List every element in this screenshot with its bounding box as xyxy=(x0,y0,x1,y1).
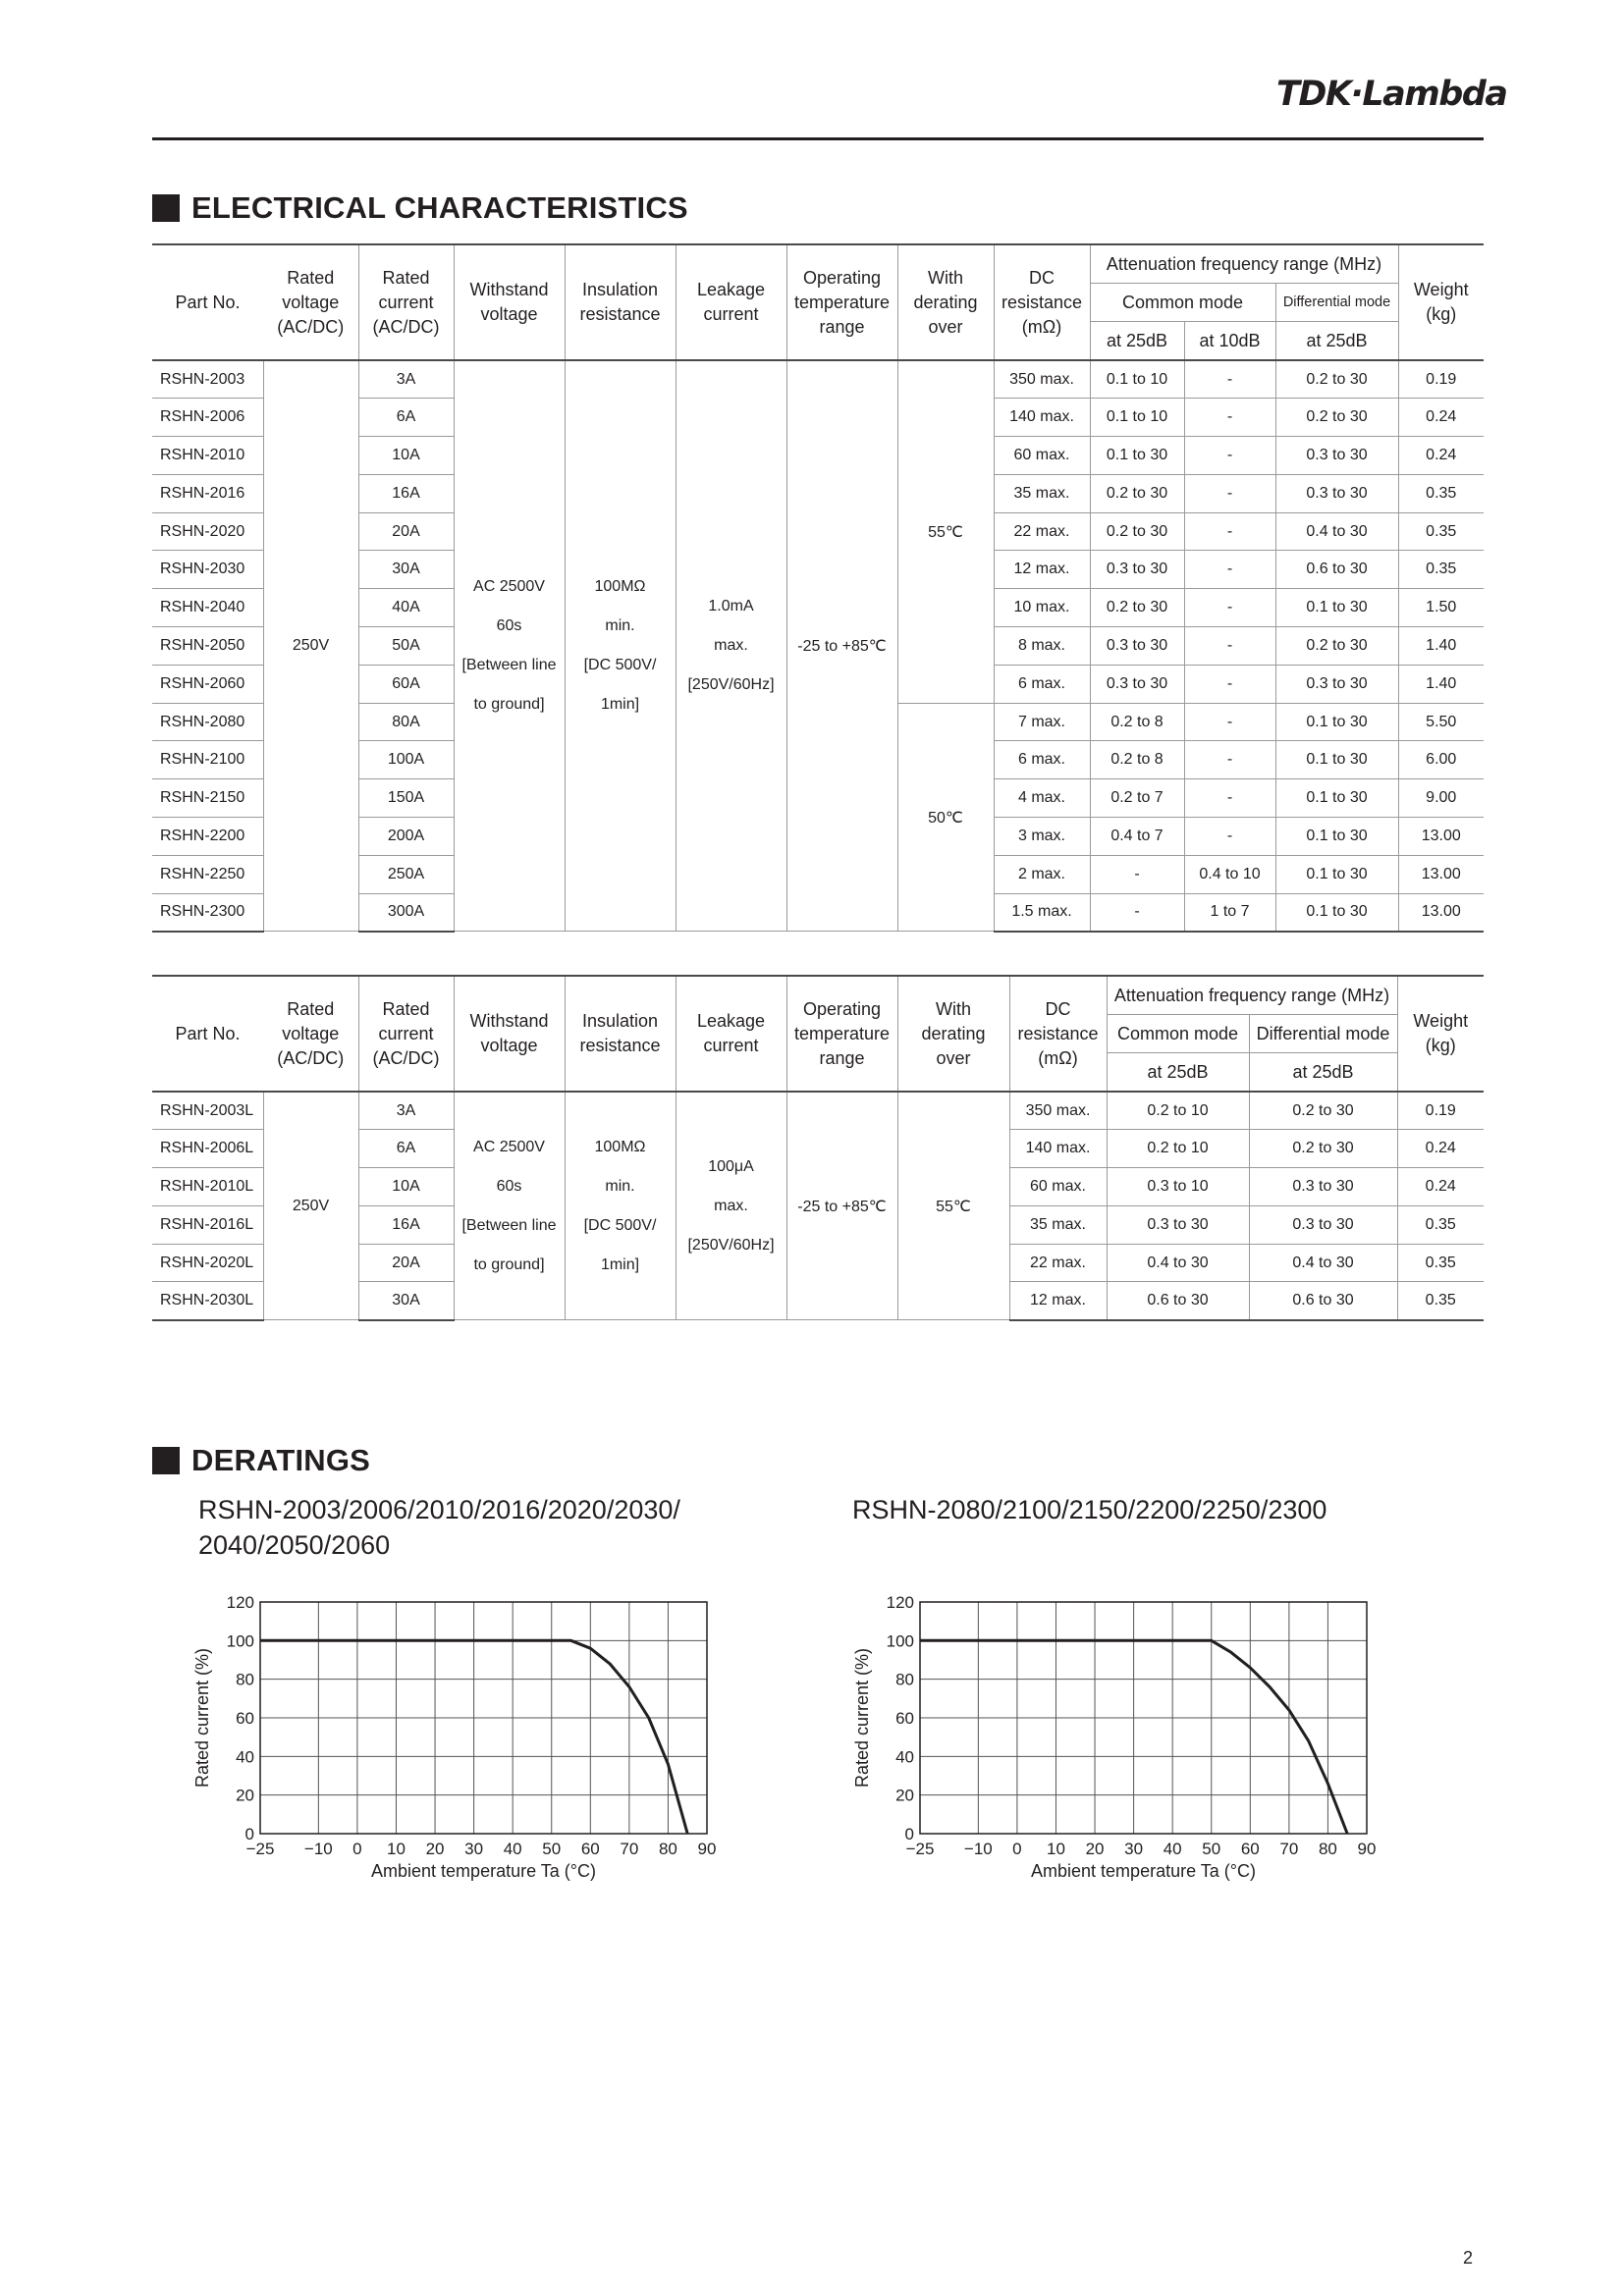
header-common-mode: Common mode xyxy=(1107,1015,1249,1053)
weight-value: 13.00 xyxy=(1398,818,1484,856)
common-mode-25db-value: 0.4 to 30 xyxy=(1107,1244,1249,1282)
weight-value: 0.24 xyxy=(1398,399,1484,437)
part-number: RSHN-2020 xyxy=(152,512,263,551)
section-title: DERATINGS xyxy=(191,1443,371,1477)
header-dc-resistance: (mΩ) xyxy=(1038,1047,1078,1068)
derating-chart-2-title xyxy=(852,1492,1326,1527)
common-mode-25db-value: - xyxy=(1090,855,1184,893)
part-number: RSHN-2030 xyxy=(152,551,263,589)
heading-square-icon xyxy=(152,1447,180,1474)
header-dc-resistance: resistance xyxy=(1017,1023,1099,1043)
common-mode-10db-value: - xyxy=(1184,399,1275,437)
x-tick-label: −10 xyxy=(303,1840,333,1858)
rated-current-value: 30A xyxy=(358,1282,454,1320)
derating-temp-value: 50℃ xyxy=(897,703,994,932)
common-mode-25db-value: 0.3 to 30 xyxy=(1090,665,1184,703)
weight-value: 1.40 xyxy=(1398,627,1484,666)
x-tick-label: 50 xyxy=(542,1840,562,1858)
common-mode-25db-value: 0.2 to 30 xyxy=(1090,589,1184,627)
rated-current-value: 20A xyxy=(358,512,454,551)
common-mode-25db-value: 0.1 to 10 xyxy=(1090,399,1184,437)
header-derating: over xyxy=(928,316,963,337)
weight-value: 0.24 xyxy=(1397,1168,1484,1206)
header-rated-current: (AC/DC) xyxy=(372,1047,440,1068)
header-withstand: voltage xyxy=(480,1036,538,1055)
rated-current-value: 3A xyxy=(358,360,454,399)
weight-value: 0.35 xyxy=(1397,1244,1484,1282)
header-insulation: Insulation xyxy=(581,280,659,299)
x-tick-label: 10 xyxy=(387,1840,406,1858)
section-title: ELECTRICAL CHARACTERISTICS xyxy=(191,190,688,225)
dc-resistance-value: 350 max. xyxy=(1009,1092,1107,1130)
x-axis-label: Ambient temperature Ta (°C) xyxy=(1031,1861,1256,1881)
insulation-resistance-value: [DC 500V/ xyxy=(583,1216,657,1234)
insulation-resistance-value: min. xyxy=(605,1177,635,1195)
part-number: RSHN-2006 xyxy=(152,399,263,437)
withstand-voltage-value: 60s xyxy=(496,617,522,635)
common-mode-25db-value: 0.1 to 10 xyxy=(1090,360,1184,399)
rated-current-value: 200A xyxy=(358,818,454,856)
x-tick-label: 30 xyxy=(464,1840,484,1858)
header-leakage: Leakage xyxy=(696,1011,766,1031)
operating-temp-value: -25 to +85℃ xyxy=(786,360,897,932)
common-mode-25db-value: 0.3 to 10 xyxy=(1107,1168,1249,1206)
chart-title-line: RSHN-2080/2100/2150/2200/2250/2300 xyxy=(852,1495,1327,1524)
common-mode-10db-value: - xyxy=(1184,437,1275,475)
withstand-voltage-value: [Between line xyxy=(461,1216,557,1234)
differential-mode-25db-value: 0.3 to 30 xyxy=(1275,474,1398,512)
withstand-voltage-value: to ground] xyxy=(473,696,545,714)
derating-temp-value: 55℃ xyxy=(897,1092,1009,1320)
x-tick-label: 70 xyxy=(620,1840,639,1858)
dc-resistance-value: 35 max. xyxy=(994,474,1090,512)
part-number: RSHN-2150 xyxy=(152,779,263,818)
derating-chart-2 xyxy=(846,1580,1396,1895)
differential-mode-25db-value: 0.2 to 30 xyxy=(1249,1092,1397,1130)
x-tick-label: 50 xyxy=(1202,1840,1221,1858)
header-differential-mode: Differential mode xyxy=(1249,1015,1397,1053)
weight-value: 0.35 xyxy=(1398,512,1484,551)
header-leakage: current xyxy=(703,304,759,324)
part-number: RSHN-2016L xyxy=(152,1205,263,1244)
weight-value: 6.00 xyxy=(1398,741,1484,779)
weight-value: 0.35 xyxy=(1398,551,1484,589)
weight-value: 0.19 xyxy=(1397,1092,1484,1130)
common-mode-25db-value: 0.4 to 7 xyxy=(1090,818,1184,856)
y-tick-label: 0 xyxy=(904,1825,914,1843)
differential-mode-25db-value: 0.2 to 30 xyxy=(1275,627,1398,666)
weight-value: 1.40 xyxy=(1398,665,1484,703)
dc-resistance-value: 12 max. xyxy=(1009,1282,1107,1320)
insulation-resistance-value: [DC 500V/ xyxy=(583,657,657,674)
part-number: RSHN-2250 xyxy=(152,855,263,893)
part-number: RSHN-2020L xyxy=(152,1244,263,1282)
header-common-25db: at 25dB xyxy=(1090,322,1184,361)
differential-mode-25db-value: 0.1 to 30 xyxy=(1275,589,1398,627)
header-weight: Weight xyxy=(1413,280,1469,299)
dc-resistance-value: 60 max. xyxy=(1009,1168,1107,1206)
part-number: RSHN-2003L xyxy=(152,1092,263,1130)
header-withstand: Withstand xyxy=(469,280,549,299)
heading-square-icon xyxy=(152,194,180,222)
x-tick-label: 80 xyxy=(1318,1840,1337,1858)
common-mode-25db-value: 0.2 to 30 xyxy=(1090,474,1184,512)
header-withstand: Withstand xyxy=(469,1011,549,1031)
y-tick-label: 80 xyxy=(236,1670,254,1689)
insulation-resistance-value: 100MΩ xyxy=(594,1138,646,1155)
header-operating-temp: temperature xyxy=(793,292,891,312)
rated-current-value: 3A xyxy=(358,1092,454,1130)
leakage-current-value: [250V/60Hz] xyxy=(687,676,775,694)
header-operating-temp: range xyxy=(819,316,865,337)
insulation-resistance-value: 100MΩ xyxy=(594,578,646,596)
differential-mode-25db-value: 0.2 to 30 xyxy=(1275,399,1398,437)
header-diff-25db: at 25dB xyxy=(1249,1053,1397,1093)
header-diff-25db: at 25dB xyxy=(1275,322,1398,361)
differential-mode-25db-value: 0.6 to 30 xyxy=(1275,551,1398,589)
y-tick-label: 120 xyxy=(226,1593,254,1612)
common-mode-25db-value: 0.3 to 30 xyxy=(1090,627,1184,666)
common-mode-10db-value: - xyxy=(1184,627,1275,666)
differential-mode-25db-value: 0.3 to 30 xyxy=(1249,1168,1397,1206)
differential-mode-25db-value: 0.4 to 30 xyxy=(1275,512,1398,551)
header-rated-current: (AC/DC) xyxy=(372,316,440,337)
withstand-voltage-value: AC 2500V xyxy=(473,1138,545,1155)
derating-chart-1-title xyxy=(198,1492,680,1563)
rated-current-value: 80A xyxy=(358,703,454,741)
common-mode-25db-value: 0.3 to 30 xyxy=(1090,551,1184,589)
section-heading-electrical xyxy=(152,190,688,226)
rated-current-value: 20A xyxy=(358,1244,454,1282)
part-number: RSHN-2010L xyxy=(152,1168,263,1206)
rated-current-value: 6A xyxy=(358,1130,454,1168)
header-derating: With xyxy=(928,267,963,288)
rated-current-value: 150A xyxy=(358,779,454,818)
header-differential-mode: Differential mode xyxy=(1275,284,1398,322)
insulation-resistance-value: 1min] xyxy=(600,696,640,714)
header-insulation: Insulation xyxy=(581,1011,659,1031)
y-tick-label: 100 xyxy=(226,1631,254,1651)
common-mode-10db-value: - xyxy=(1184,512,1275,551)
common-mode-25db-value: - xyxy=(1090,893,1184,932)
leakage-current-value: max. xyxy=(714,1197,748,1214)
header-derating: With xyxy=(936,998,971,1019)
x-tick-label: 60 xyxy=(580,1840,600,1858)
common-mode-10db-value: - xyxy=(1184,818,1275,856)
y-axis-label: Rated current (%) xyxy=(852,1647,872,1789)
x-tick-label: 40 xyxy=(1163,1840,1182,1858)
leakage-current-value: [250V/60Hz] xyxy=(687,1236,775,1254)
x-tick-label: 90 xyxy=(1357,1840,1377,1858)
rated-current-value: 250A xyxy=(358,855,454,893)
y-tick-label: 80 xyxy=(895,1670,914,1689)
header-rated-current: Rated xyxy=(382,998,430,1019)
operating-temp-value: -25 to +85℃ xyxy=(786,1092,897,1320)
header-weight: (kg) xyxy=(1426,304,1457,324)
differential-mode-25db-value: 0.4 to 30 xyxy=(1249,1244,1397,1282)
insulation-resistance-value: min. xyxy=(605,617,635,635)
withstand-voltage-value: [Between line xyxy=(461,657,557,674)
header-rated-current: Rated xyxy=(382,267,430,288)
differential-mode-25db-value: 0.1 to 30 xyxy=(1275,779,1398,818)
common-mode-10db-value: - xyxy=(1184,703,1275,741)
common-mode-25db-value: 0.2 to 30 xyxy=(1090,512,1184,551)
header-common-25db: at 25dB xyxy=(1107,1053,1249,1093)
x-tick-label: −10 xyxy=(963,1840,993,1858)
differential-mode-25db-value: 0.1 to 30 xyxy=(1275,741,1398,779)
x-tick-label: 90 xyxy=(697,1840,717,1858)
y-tick-label: 60 xyxy=(236,1709,254,1728)
differential-mode-25db-value: 0.3 to 30 xyxy=(1275,437,1398,475)
part-number: RSHN-2080 xyxy=(152,703,263,741)
rated-current-value: 10A xyxy=(358,437,454,475)
header-dc-resistance: DC xyxy=(1029,267,1055,288)
common-mode-25db-value: 0.2 to 10 xyxy=(1107,1130,1249,1168)
x-tick-label: 10 xyxy=(1047,1840,1065,1858)
withstand-voltage-value: to ground] xyxy=(473,1255,545,1273)
page-number: 2 xyxy=(1463,2248,1474,2268)
header-rated-voltage: voltage xyxy=(282,292,340,312)
part-number: RSHN-2300 xyxy=(152,893,263,932)
weight-value: 0.19 xyxy=(1398,360,1484,399)
weight-value: 0.35 xyxy=(1397,1205,1484,1244)
header-dc-resistance: (mΩ) xyxy=(1021,316,1062,337)
header-attenuation-range: Attenuation frequency range (MHz) xyxy=(1107,976,1397,1015)
differential-mode-25db-value: 0.3 to 30 xyxy=(1249,1205,1397,1244)
header-operating-temp: temperature xyxy=(793,1023,891,1043)
header-rated-voltage: voltage xyxy=(282,1023,340,1043)
weight-value: 9.00 xyxy=(1398,779,1484,818)
header-rated-voltage: Rated xyxy=(287,267,335,288)
header-operating-temp: Operating xyxy=(802,267,882,288)
dc-resistance-value: 22 max. xyxy=(1009,1244,1107,1282)
electrical-table-2 xyxy=(152,975,1484,1321)
x-tick-label: 0 xyxy=(1012,1840,1022,1858)
rated-current-value: 30A xyxy=(358,551,454,589)
header-withstand: voltage xyxy=(480,304,538,324)
dc-resistance-value: 6 max. xyxy=(994,741,1090,779)
common-mode-10db-value: - xyxy=(1184,665,1275,703)
withstand-voltage-value: 60s xyxy=(496,1177,522,1195)
header-derating: over xyxy=(936,1047,971,1068)
dc-resistance-value: 3 max. xyxy=(994,818,1090,856)
rated-current-value: 16A xyxy=(358,474,454,512)
part-number: RSHN-2030L xyxy=(152,1282,263,1320)
x-axis-label: Ambient temperature Ta (°C) xyxy=(371,1861,596,1881)
dc-resistance-value: 1.5 max. xyxy=(994,893,1090,932)
weight-value: 0.24 xyxy=(1398,437,1484,475)
weight-value: 0.35 xyxy=(1397,1282,1484,1320)
weight-value: 1.50 xyxy=(1398,589,1484,627)
tdk-lambda-logo: TDK·Lambda xyxy=(1276,75,1507,114)
differential-mode-25db-value: 0.1 to 30 xyxy=(1275,818,1398,856)
y-tick-label: 40 xyxy=(895,1747,914,1767)
x-tick-label: −25 xyxy=(245,1840,275,1858)
rated-voltage-value: 250V xyxy=(263,360,358,932)
y-tick-label: 40 xyxy=(236,1747,254,1767)
part-number: RSHN-2010 xyxy=(152,437,263,475)
common-mode-25db-value: 0.3 to 30 xyxy=(1107,1205,1249,1244)
common-mode-10db-value: - xyxy=(1184,551,1275,589)
header-rated-voltage: Rated xyxy=(287,998,335,1019)
weight-value: 13.00 xyxy=(1398,893,1484,932)
weight-value: 13.00 xyxy=(1398,855,1484,893)
common-mode-10db-value: 0.4 to 10 xyxy=(1184,855,1275,893)
rated-current-value: 100A xyxy=(358,741,454,779)
x-tick-label: 20 xyxy=(1085,1840,1105,1858)
header-derating: derating xyxy=(913,292,978,312)
header-insulation: resistance xyxy=(579,1036,661,1055)
common-mode-25db-value: 0.2 to 8 xyxy=(1090,703,1184,741)
dc-resistance-value: 140 max. xyxy=(1009,1130,1107,1168)
common-mode-10db-value: - xyxy=(1184,360,1275,399)
dc-resistance-value: 8 max. xyxy=(994,627,1090,666)
common-mode-25db-value: 0.2 to 8 xyxy=(1090,741,1184,779)
header-part-no: Part No. xyxy=(152,244,263,360)
dc-resistance-value: 140 max. xyxy=(994,399,1090,437)
x-tick-label: 40 xyxy=(503,1840,522,1858)
header-dc-resistance: resistance xyxy=(1001,292,1083,312)
differential-mode-25db-value: 0.1 to 30 xyxy=(1275,893,1398,932)
common-mode-25db-value: 0.2 to 10 xyxy=(1107,1092,1249,1130)
y-tick-label: 0 xyxy=(244,1825,254,1843)
dc-resistance-value: 4 max. xyxy=(994,779,1090,818)
chart-title-line: RSHN-2003/2006/2010/2016/2020/2030/ xyxy=(198,1495,680,1524)
common-mode-10db-value: - xyxy=(1184,474,1275,512)
rated-current-value: 300A xyxy=(358,893,454,932)
x-tick-label: 80 xyxy=(658,1840,677,1858)
header-weight: (kg) xyxy=(1425,1036,1456,1055)
common-mode-25db-value: 0.6 to 30 xyxy=(1107,1282,1249,1320)
header-part-no: Part No. xyxy=(152,976,263,1092)
weight-value: 0.24 xyxy=(1397,1130,1484,1168)
dc-resistance-value: 35 max. xyxy=(1009,1205,1107,1244)
leakage-current-value: 1.0mA xyxy=(708,598,754,615)
differential-mode-25db-value: 0.2 to 30 xyxy=(1249,1130,1397,1168)
header-rated-current: current xyxy=(378,1023,434,1043)
header-operating-temp: range xyxy=(819,1047,865,1068)
differential-mode-25db-value: 0.1 to 30 xyxy=(1275,703,1398,741)
part-number: RSHN-2060 xyxy=(152,665,263,703)
differential-mode-25db-value: 0.3 to 30 xyxy=(1275,665,1398,703)
header-common-mode: Common mode xyxy=(1090,284,1275,322)
section-heading-deratings xyxy=(152,1443,370,1478)
part-number: RSHN-2016 xyxy=(152,474,263,512)
common-mode-10db-value: - xyxy=(1184,779,1275,818)
differential-mode-25db-value: 0.2 to 30 xyxy=(1275,360,1398,399)
rated-voltage-value: 250V xyxy=(263,1092,358,1320)
header-common-10db: at 10dB xyxy=(1184,322,1275,361)
dc-resistance-value: 6 max. xyxy=(994,665,1090,703)
common-mode-25db-value: 0.1 to 30 xyxy=(1090,437,1184,475)
header-rated-voltage: (AC/DC) xyxy=(277,1047,345,1068)
header-dc-resistance: DC xyxy=(1045,998,1071,1019)
differential-mode-25db-value: 0.6 to 30 xyxy=(1249,1282,1397,1320)
electrical-table-1 xyxy=(152,243,1484,933)
dc-resistance-value: 350 max. xyxy=(994,360,1090,399)
common-mode-10db-value: 1 to 7 xyxy=(1184,893,1275,932)
x-tick-label: 30 xyxy=(1124,1840,1144,1858)
dc-resistance-value: 22 max. xyxy=(994,512,1090,551)
rated-current-value: 60A xyxy=(358,665,454,703)
insulation-resistance-value: 1min] xyxy=(600,1255,640,1273)
y-tick-label: 20 xyxy=(895,1786,914,1805)
part-number: RSHN-2050 xyxy=(152,627,263,666)
y-tick-label: 120 xyxy=(886,1593,914,1612)
dc-resistance-value: 10 max. xyxy=(994,589,1090,627)
common-mode-10db-value: - xyxy=(1184,741,1275,779)
y-tick-label: 20 xyxy=(236,1786,254,1805)
dc-resistance-value: 7 max. xyxy=(994,703,1090,741)
part-number: RSHN-2100 xyxy=(152,741,263,779)
x-tick-label: −25 xyxy=(905,1840,935,1858)
weight-value: 0.35 xyxy=(1398,474,1484,512)
header-leakage: Leakage xyxy=(696,280,766,299)
rated-current-value: 16A xyxy=(358,1205,454,1244)
rated-current-value: 50A xyxy=(358,627,454,666)
header-weight: Weight xyxy=(1413,1011,1469,1031)
x-tick-label: 70 xyxy=(1279,1840,1299,1858)
dc-resistance-value: 60 max. xyxy=(994,437,1090,475)
header-insulation: resistance xyxy=(579,304,661,324)
x-tick-label: 0 xyxy=(352,1840,362,1858)
y-tick-label: 100 xyxy=(886,1631,914,1651)
common-mode-10db-value: - xyxy=(1184,589,1275,627)
withstand-voltage-value: AC 2500V xyxy=(473,578,545,596)
chart-title-line: 2040/2050/2060 xyxy=(198,1530,391,1560)
table-row xyxy=(152,1092,1484,1130)
header-derating: derating xyxy=(921,1023,986,1043)
y-tick-label: 60 xyxy=(895,1709,914,1728)
rated-current-value: 10A xyxy=(358,1168,454,1206)
leakage-current-value: 100μA xyxy=(708,1157,754,1175)
x-tick-label: 20 xyxy=(425,1840,445,1858)
weight-value: 5.50 xyxy=(1398,703,1484,741)
y-axis-label: Rated current (%) xyxy=(192,1647,212,1789)
differential-mode-25db-value: 0.1 to 30 xyxy=(1275,855,1398,893)
dc-resistance-value: 12 max. xyxy=(994,551,1090,589)
part-number: RSHN-2003 xyxy=(152,360,263,399)
x-tick-label: 60 xyxy=(1240,1840,1260,1858)
header-rule xyxy=(152,137,1484,140)
leakage-current-value: max. xyxy=(714,637,748,655)
derating-temp-value: 55℃ xyxy=(897,360,994,703)
rated-current-value: 40A xyxy=(358,589,454,627)
header-leakage: current xyxy=(703,1036,759,1055)
rated-current-value: 6A xyxy=(358,399,454,437)
header-attenuation-range: Attenuation frequency range (MHz) xyxy=(1090,244,1398,284)
header-rated-voltage: (AC/DC) xyxy=(277,316,345,337)
dc-resistance-value: 2 max. xyxy=(994,855,1090,893)
part-number: RSHN-2006L xyxy=(152,1130,263,1168)
part-number: RSHN-2040 xyxy=(152,589,263,627)
part-number: RSHN-2200 xyxy=(152,818,263,856)
common-mode-25db-value: 0.2 to 7 xyxy=(1090,779,1184,818)
header-rated-current: current xyxy=(378,292,434,312)
derating-chart-1 xyxy=(187,1580,736,1895)
header-operating-temp: Operating xyxy=(802,998,882,1019)
table-row xyxy=(152,360,1484,399)
